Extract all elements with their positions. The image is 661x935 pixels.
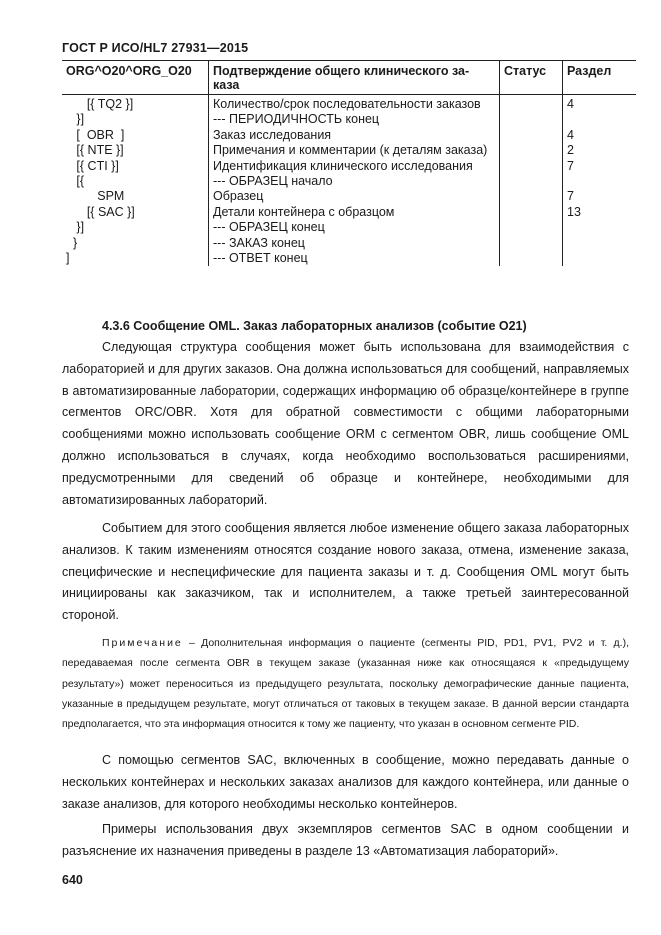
cell-segment: SPM (66, 189, 125, 204)
paragraph-structure: Следующая структура сообщения может быть использована для взаимодействия с лабораторией и для других заказов. Она должна использоваться для сообщений, направляемых в автоматизированные лаборатории, содержащих информацию об образце/контейнере в группе сегментов ORC/OBR. Хотя для обратной совместимости с общими лабораторными сообщениями можно использовать сообщение ORM с сегментом OBR, лишь сообщение OML должно использоваться в случаях, когда необходимо воспользоваться расширениями, предусмотренными для сведений об образце и контейнере, необходимыми для автоматизированных лабораторий. (62, 340, 629, 507)
cell-description: --- ОБРАЗЕЦ конец (209, 220, 500, 235)
table-row (62, 143, 636, 158)
cell-segment: [ OBR ] (66, 127, 125, 142)
cell-status (500, 95, 563, 113)
note-label: Примечание (102, 637, 183, 649)
table-row (62, 174, 636, 189)
cell-description: Заказ исследования (209, 128, 500, 143)
cell-section: 7 (563, 189, 637, 204)
document-header: ГОСТ Р ИСО/HL7 27931—2015 (62, 41, 249, 55)
table-row (62, 220, 636, 235)
cell-section (563, 236, 637, 251)
note-text: – Дополнительная информация о пациенте (сегменты PID, PD1, PV1, PV2 и т. д.), передаваемая после сегмента OBR в текущем заказе (указанная ниже как относящаяся к «предыдущему результату») может переноситься из предыдущего результата, поскольку демографические данные пациента, указанные в предыдущем результате, могут отличаться от таковых в текущем заказе. В данной версии стандарта предполагается, что эта информация относится к тому же пациенту, что указан в основном сегменте PID. (62, 637, 629, 731)
table-row (62, 159, 636, 174)
cell-segment: [{ SAC }] (66, 204, 135, 219)
page-number: 640 (62, 873, 83, 887)
table-row (62, 236, 636, 251)
cell-description: --- ПЕРИОДИЧНОСТЬ конец (209, 112, 500, 127)
cell-section: 4 (563, 128, 637, 143)
cell-section (563, 174, 637, 189)
note (62, 633, 629, 734)
cell-status (500, 128, 563, 143)
paragraph-event: Событием для этого сообщения является любое изменение общего заказа лабораторных анализов. К таким изменениям относятся создание нового заказа, отмена, изменение заказа, специфические и неспецифические для пациента заказы и т. д. Сообщения OML могут быть инициированы как заказчиком, так и исполнителем, а также третьей заинтересованной стороной. (62, 521, 629, 623)
table-row (62, 251, 636, 266)
cell-status (500, 236, 563, 251)
cell-description: Образец (209, 189, 500, 204)
table-row (62, 189, 636, 204)
cell-description: Количество/срок последовательности заказов (209, 95, 500, 113)
cell-section (563, 112, 637, 127)
table-row (62, 112, 636, 127)
cell-status (500, 220, 563, 235)
cell-section (563, 251, 637, 266)
cell-status (500, 205, 563, 220)
col-header-section: Раздел (563, 61, 637, 95)
cell-segment: [{ (66, 174, 85, 189)
cell-segment: } (66, 235, 78, 250)
cell-segment: [{ CTI }] (66, 158, 119, 173)
cell-description: Идентификация клинического исследования (209, 159, 500, 174)
cell-status (500, 251, 563, 266)
cell-segment: [{ NTE }] (66, 143, 124, 158)
cell-section: 2 (563, 143, 637, 158)
cell-status (500, 112, 563, 127)
cell-description: --- ОБРАЗЕЦ начало (209, 174, 500, 189)
cell-description: --- ЗАКАЗ конец (209, 236, 500, 251)
cell-section (563, 220, 637, 235)
paragraph-sac: С помощью сегментов SAC, включенных в сообщение, можно передавать данные о нескольких контейнерах и нескольких заказах анализов для каждого контейнера, или данные о заказе анализов, для которого необходимы несколько контейнеров. (62, 753, 629, 811)
message-structure-table (62, 60, 636, 266)
cell-description: Примечания и комментарии (к деталям заказа) (209, 143, 500, 158)
paragraph-examples: Примеры использования двух экземпляров сегментов SAC в одном сообщении и разъяснение их назначения приведены в разделе 13 «Автоматизация лабораторий». (62, 822, 629, 858)
table-body (62, 95, 636, 267)
table-row (62, 128, 636, 143)
table-row (62, 95, 636, 113)
cell-status (500, 159, 563, 174)
table-header-row (62, 61, 636, 95)
cell-section: 13 (563, 205, 637, 220)
cell-status (500, 174, 563, 189)
cell-status (500, 143, 563, 158)
section-title: 4.3.6 Сообщение OML. Заказ лабораторных анализов (событие O21) (102, 319, 527, 333)
cell-description: Детали контейнера с образцом (209, 205, 500, 220)
cell-segment: ] (66, 251, 70, 266)
cell-segment: [{ TQ2 }] (66, 97, 134, 111)
cell-segment: }] (66, 220, 85, 235)
cell-segment: }] (66, 112, 85, 127)
col-header-status: Статус (500, 61, 563, 95)
table-row (62, 205, 636, 220)
cell-status (500, 189, 563, 204)
cell-section: 4 (563, 95, 637, 113)
cell-section: 7 (563, 159, 637, 174)
col-header-description: Подтверждение общего клинического за- каза (209, 61, 500, 95)
cell-description: --- ОТВЕТ конец (209, 251, 500, 266)
col-header-message: ORG^O20^ORG_O20 (62, 61, 209, 95)
